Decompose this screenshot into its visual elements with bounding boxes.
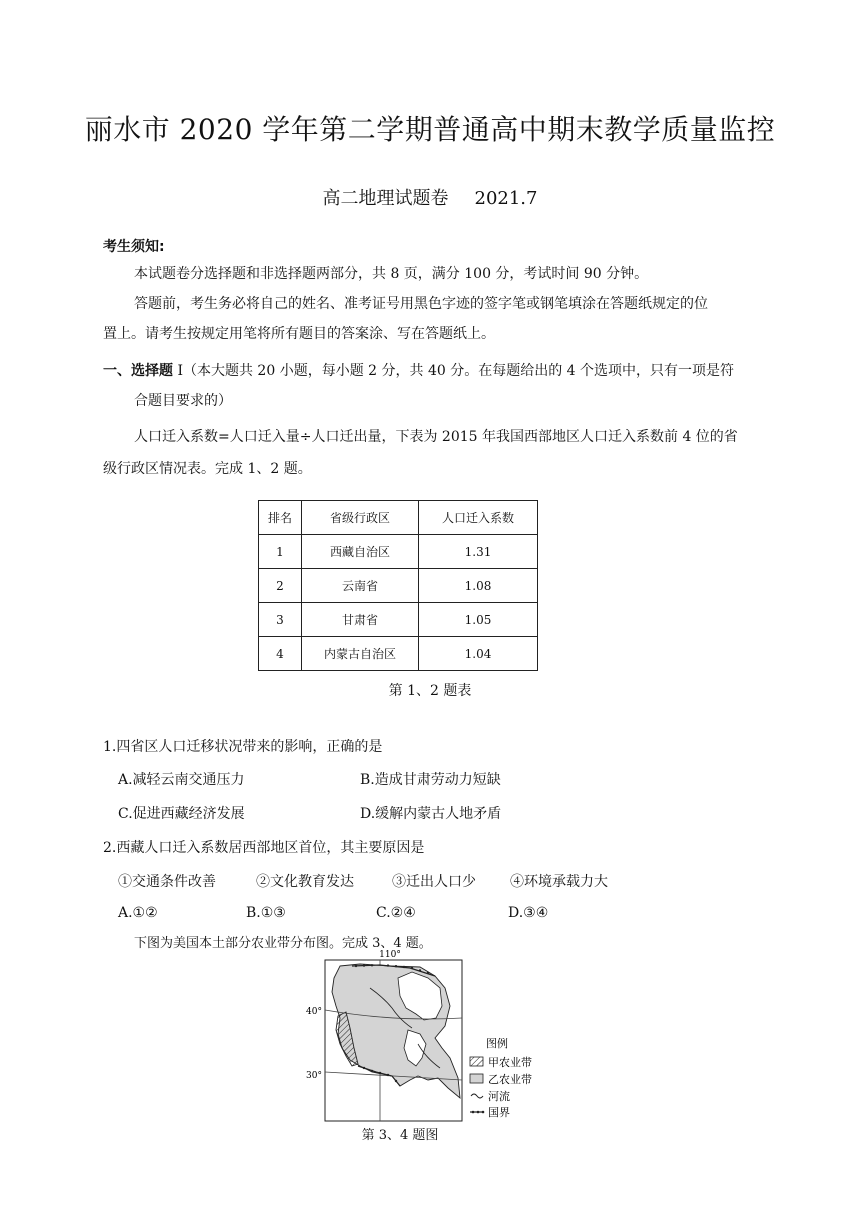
subject-title: 高二地理试题卷: [322, 188, 449, 209]
table-cell: 内蒙古自治区: [302, 637, 419, 671]
q2-statement-3: ③迁出人口少: [392, 874, 476, 890]
exam-subtitle: [0, 184, 860, 210]
notice-line-2a: 答题前，考生务必将自己的姓名、准考证号用黑色字迹的签字笔或钢笔填涂在答题纸规定的位: [134, 296, 708, 312]
table-cell: 1.05: [419, 603, 538, 637]
table-header: 排名: [259, 501, 302, 535]
table-cell: 1.08: [419, 569, 538, 603]
table-header-row: [259, 501, 538, 535]
table-cell: 2: [259, 569, 302, 603]
legend-title: 图例: [486, 1037, 508, 1050]
q1-option-b: B.造成甘肃劳动力短缺: [360, 772, 501, 788]
q2-option-a: A.①②: [118, 905, 158, 921]
lat-label-40: 40°: [306, 1007, 322, 1017]
legend-label-river: 河流: [488, 1090, 510, 1103]
q2-statement-4: ④环境承载力大: [510, 874, 608, 890]
q2-statement-2: ②文化教育发达: [256, 874, 354, 890]
q1-option-d: D.缓解内蒙古人地矛盾: [360, 806, 502, 822]
intro-1-2-line-2: 级行政区情况表。完成 1、2 题。: [103, 461, 312, 477]
table-cell: 西藏自治区: [302, 535, 419, 569]
legend-river-icon: [471, 1094, 483, 1098]
legend-swatch-a: [470, 1057, 483, 1066]
legend-label-b: 乙农业带: [488, 1073, 532, 1086]
notice-line-2b: 置上。请考生按规定用笔将所有题目的答案涂、写在答题纸上。: [103, 326, 495, 342]
q1-option-c: C.促进西藏经济发展: [118, 806, 245, 822]
table-row: [259, 569, 538, 603]
section-roman: I: [177, 363, 183, 379]
notice-heading: 考生须知:: [103, 239, 165, 255]
question-2-stem: 2.西藏人口迁入系数居西部地区首位，其主要原因是: [103, 840, 425, 856]
table-cell: 1: [259, 535, 302, 569]
table-cell: 4: [259, 637, 302, 671]
table-header: 省级行政区: [302, 501, 419, 535]
legend-border-ticks: [472, 1111, 485, 1114]
us-agriculture-map: [300, 948, 560, 1124]
table-row: [259, 637, 538, 671]
section-heading: [103, 360, 734, 380]
section-desc-1: （本大题共 20 小题，每小题 2 分，共 40 分。在每题给出的 4 个选项中，只有一项是符: [182, 363, 735, 379]
q1-option-a: A.减轻云南交通压力: [118, 772, 245, 788]
table-cell: 云南省: [302, 569, 419, 603]
lat-label-30: 30°: [306, 1071, 322, 1081]
question-1-stem: 1.四省区人口迁移状况带来的影响，正确的是: [103, 739, 383, 755]
migration-table: [258, 500, 538, 671]
section-label: 一、选择题: [103, 363, 173, 379]
table-header: 人口迁入系数: [419, 501, 538, 535]
table-cell: 1.04: [419, 637, 538, 671]
table-cell: 3: [259, 603, 302, 637]
legend-swatch-b: [470, 1074, 483, 1083]
section-desc-2: 合题目要求的）: [134, 393, 232, 409]
notice-line-1: 本试题卷分选择题和非选择题两部分，共 8 页，满分 100 分，考试时间 90 分钟。: [134, 266, 649, 282]
q2-option-b: B.①③: [246, 905, 286, 921]
legend-label-border: 国界: [488, 1106, 510, 1119]
intro-3-4: 下图为美国本土部分农业带分布图。完成 3、4 题。: [134, 936, 432, 951]
legend-label-a: 甲农业带: [488, 1056, 532, 1069]
table-row: [259, 603, 538, 637]
q2-option-d: D.③④: [508, 905, 549, 921]
map-caption: 第 3、4 题图: [361, 1128, 439, 1143]
table-caption: 第 1、2 题表: [388, 683, 472, 699]
lon-label-110: 110°: [379, 950, 401, 960]
table-cell: 甘肃省: [302, 603, 419, 637]
intro-1-2-line-1: 人口迁入系数=人口迁入量÷人口迁出量，下表为 2015 年我国西部地区人口迁入系数前 4 位的省: [134, 429, 738, 445]
table-row: [259, 535, 538, 569]
q2-option-c: C.②④: [376, 905, 416, 921]
exam-date: 2021.7: [474, 188, 538, 209]
page-title: 丽水市 2020 学年第二学期普通高中期末教学质量监控: [84, 113, 776, 146]
q2-statement-1: ①交通条件改善: [118, 874, 216, 890]
table-cell: 1.31: [419, 535, 538, 569]
